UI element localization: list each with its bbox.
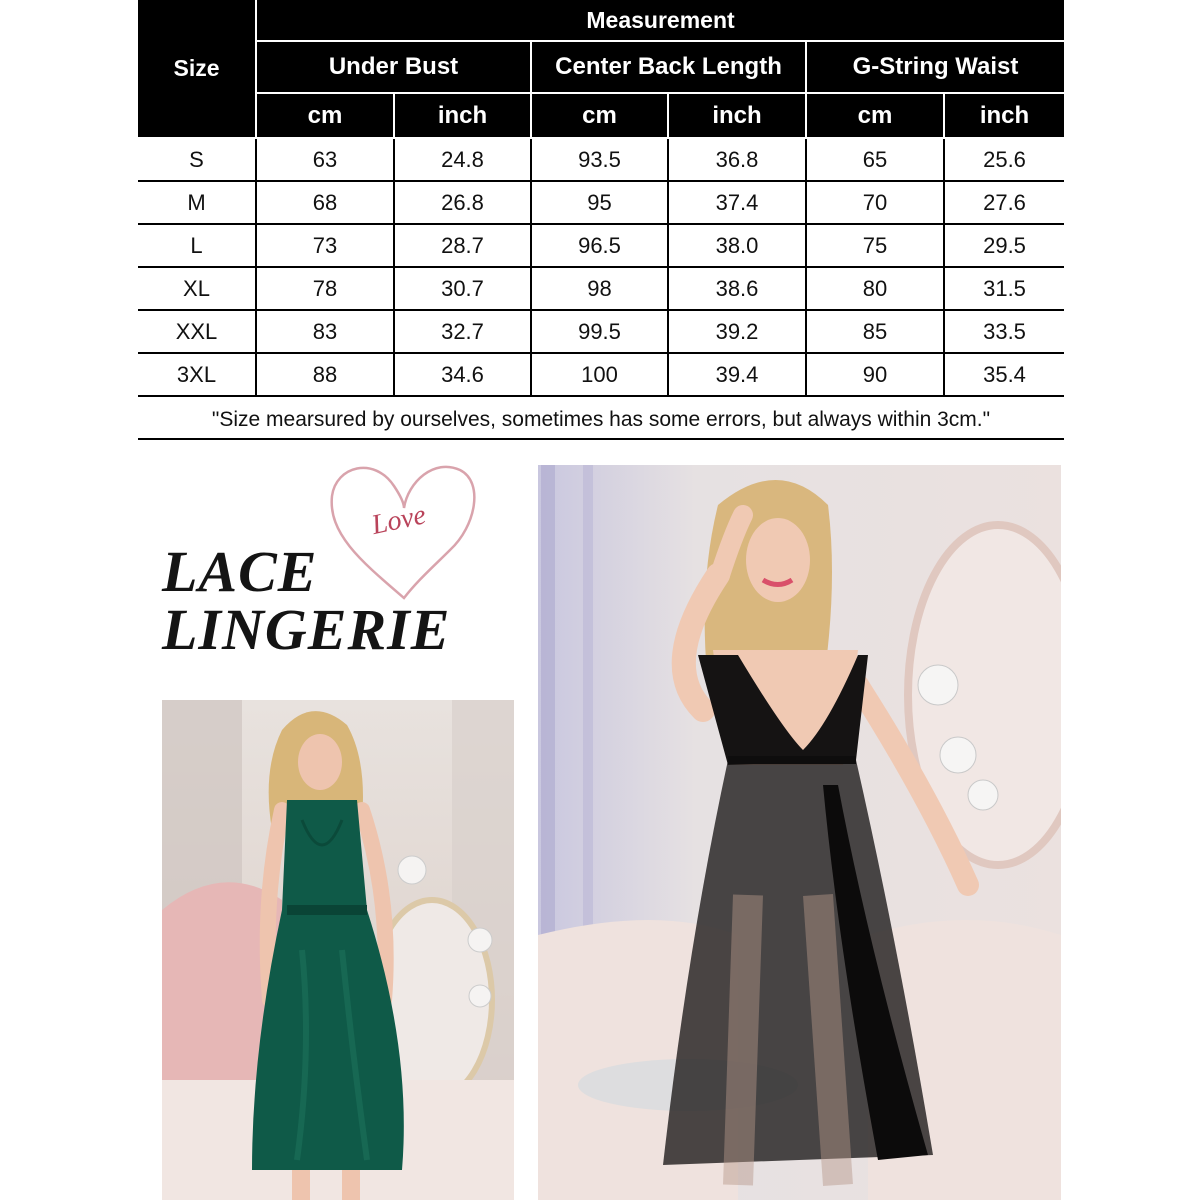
unit-header: inch [944,93,1064,138]
table-cell: 39.4 [668,353,806,396]
table-cell: 63 [256,138,394,181]
table-row [138,181,1064,224]
table-cell: 31.5 [944,267,1064,310]
table-cell: 83 [256,310,394,353]
table-cell: 80 [806,267,944,310]
unit-header: cm [531,93,668,138]
title-line-lace: LACE [162,539,318,604]
table-cell: 90 [806,353,944,396]
table-row [138,138,1064,181]
size-cell: S [138,138,256,181]
size-cell: 3XL [138,353,256,396]
table-cell: 34.6 [394,353,531,396]
unit-header: cm [806,93,944,138]
table-cell: 38.0 [668,224,806,267]
measurement-header: Measurement [256,0,1064,41]
table-cell: 29.5 [944,224,1064,267]
title-line-lingerie: LINGERIE [162,597,451,662]
table-cell: 28.7 [394,224,531,267]
table-cell: 36.8 [668,138,806,181]
table-cell: 27.6 [944,181,1064,224]
table-cell: 33.5 [944,310,1064,353]
love-script-text: Love [368,499,429,541]
table-cell: 100 [531,353,668,396]
table-cell: 37.4 [668,181,806,224]
table-cell: 70 [806,181,944,224]
table-cell: 95 [531,181,668,224]
table-cell: 99.5 [531,310,668,353]
table-row [138,267,1064,310]
table-cell: 65 [806,138,944,181]
size-header: Size [138,0,256,138]
under-bust-header: Under Bust [256,41,531,93]
size-cell: XXL [138,310,256,353]
table-cell: 98 [531,267,668,310]
table-row [138,310,1064,353]
green-dress-photo [162,700,514,1200]
table-cell: 88 [256,353,394,396]
table-cell: 24.8 [394,138,531,181]
table-cell: 26.8 [394,181,531,224]
size-note: "Size mearsured by ourselves, sometimes has some errors, but always within 3cm." [138,400,1064,440]
table-cell: 75 [806,224,944,267]
table-cell: 73 [256,224,394,267]
table-cell: 35.4 [944,353,1064,396]
black-dress-photo [538,465,1061,1200]
center-back-length-header: Center Back Length [531,41,806,93]
table-cell: 68 [256,181,394,224]
size-cell: XL [138,267,256,310]
size-chart-table [138,0,1064,397]
size-cell: L [138,224,256,267]
size-cell: M [138,181,256,224]
unit-header: cm [256,93,394,138]
table-cell: 96.5 [531,224,668,267]
table-cell: 30.7 [394,267,531,310]
table-row [138,224,1064,267]
unit-header: inch [668,93,806,138]
table-cell: 93.5 [531,138,668,181]
table-row [138,353,1064,396]
table-cell: 32.7 [394,310,531,353]
table-cell: 78 [256,267,394,310]
g-string-waist-header: G-String Waist [806,41,1064,93]
lace-lingerie-title [162,539,451,662]
table-cell: 39.2 [668,310,806,353]
unit-header: inch [394,93,531,138]
table-cell: 38.6 [668,267,806,310]
table-cell: 85 [806,310,944,353]
table-cell: 25.6 [944,138,1064,181]
